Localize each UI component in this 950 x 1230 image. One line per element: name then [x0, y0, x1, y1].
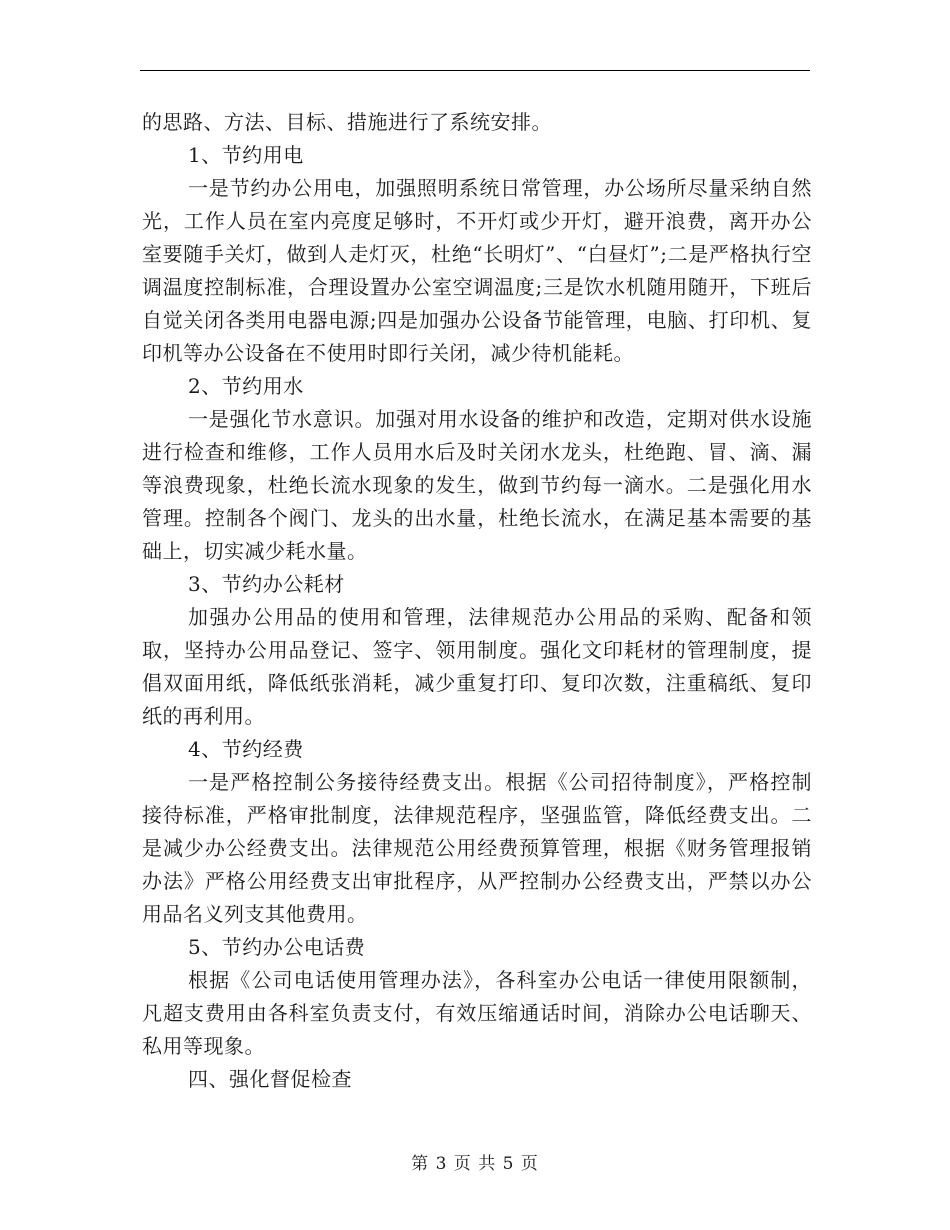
paragraph-phone: 根据《公司电话使用管理办法》，各科室办公电话一律使用限额制，凡超支费用由各科室负责支付，有效压缩通话时间，消除办公电话聊天、私用等现象。 [142, 968, 812, 1058]
section-heading-phone: 5、节约办公电话费 [188, 935, 366, 959]
document-body [142, 106, 812, 1096]
section-heading-electricity: 1、节约用电 [188, 143, 304, 167]
paragraph-electricity: 一是节约办公用电，加强照明系统日常管理，办公场所尽量采纳自然光，工作人员在室内亮度足够时，不开灯或少开灯，避开浪费，离开办公室要随手关灯，做到人走灯灭，杜绝“长明灯”、“白昼灯”;二是严格执行空调温度控制标准，合理设置办公室空调温度;三是饮水机随用随开，下班后自觉关闭各类用电器电源;四是加强办公设备节能管理，电脑、打印机、复印机等办公设备在不使用时即行关闭，减少待机能耗。 [142, 176, 812, 365]
paragraph-funds: 一是严格控制公务接待经费支出。根据《公司招待制度》，严格控制接待标准，严格审批制度，法律规范程序，坚强监管，降低经费支出。二是减少办公经费支出。法律规范公用经费预算管理，根据《财务管理报销办法》严格公用经费支出审批程序，从严控制办公经费支出，严禁以办公用品名义列支其他费用。 [142, 770, 812, 926]
paragraph-continuation: 的思路、方法、目标、措施进行了系统安排。 [142, 110, 552, 134]
paragraph-water: 一是强化节水意识。加强对用水设备的维护和改造，定期对供水设施进行检查和维修，工作人员用水后及时关闭水龙头，杜绝跑、冒、滴、漏等浪费现象，杜绝长流水现象的发生，做到节约每一滴水。二是强化用水管理。控制各个阀门、龙头的出水量，杜绝长流水，在满足基本需要的基础上，切实减少耗水量。 [142, 407, 812, 563]
section-heading-water: 2、节约用水 [188, 374, 304, 398]
page-footer: 第 3 页 共 5 页 [411, 1154, 539, 1174]
section-heading-funds: 4、节约经费 [188, 737, 304, 761]
section-heading-supplies: 3、节约办公耗材 [188, 572, 345, 596]
section-heading-inspection: 四、强化督促检查 [188, 1067, 352, 1091]
paragraph-supplies: 加强办公用品的使用和管理，法律规范办公用品的采购、配备和领取，坚持办公用品登记、签字、领用制度。强化文印耗材的管理制度，提倡双面用纸，降低纸张消耗，减少重复打印、复印次数，注重稿纸、复印纸的再利用。 [142, 605, 812, 728]
header-rule [140, 70, 810, 71]
